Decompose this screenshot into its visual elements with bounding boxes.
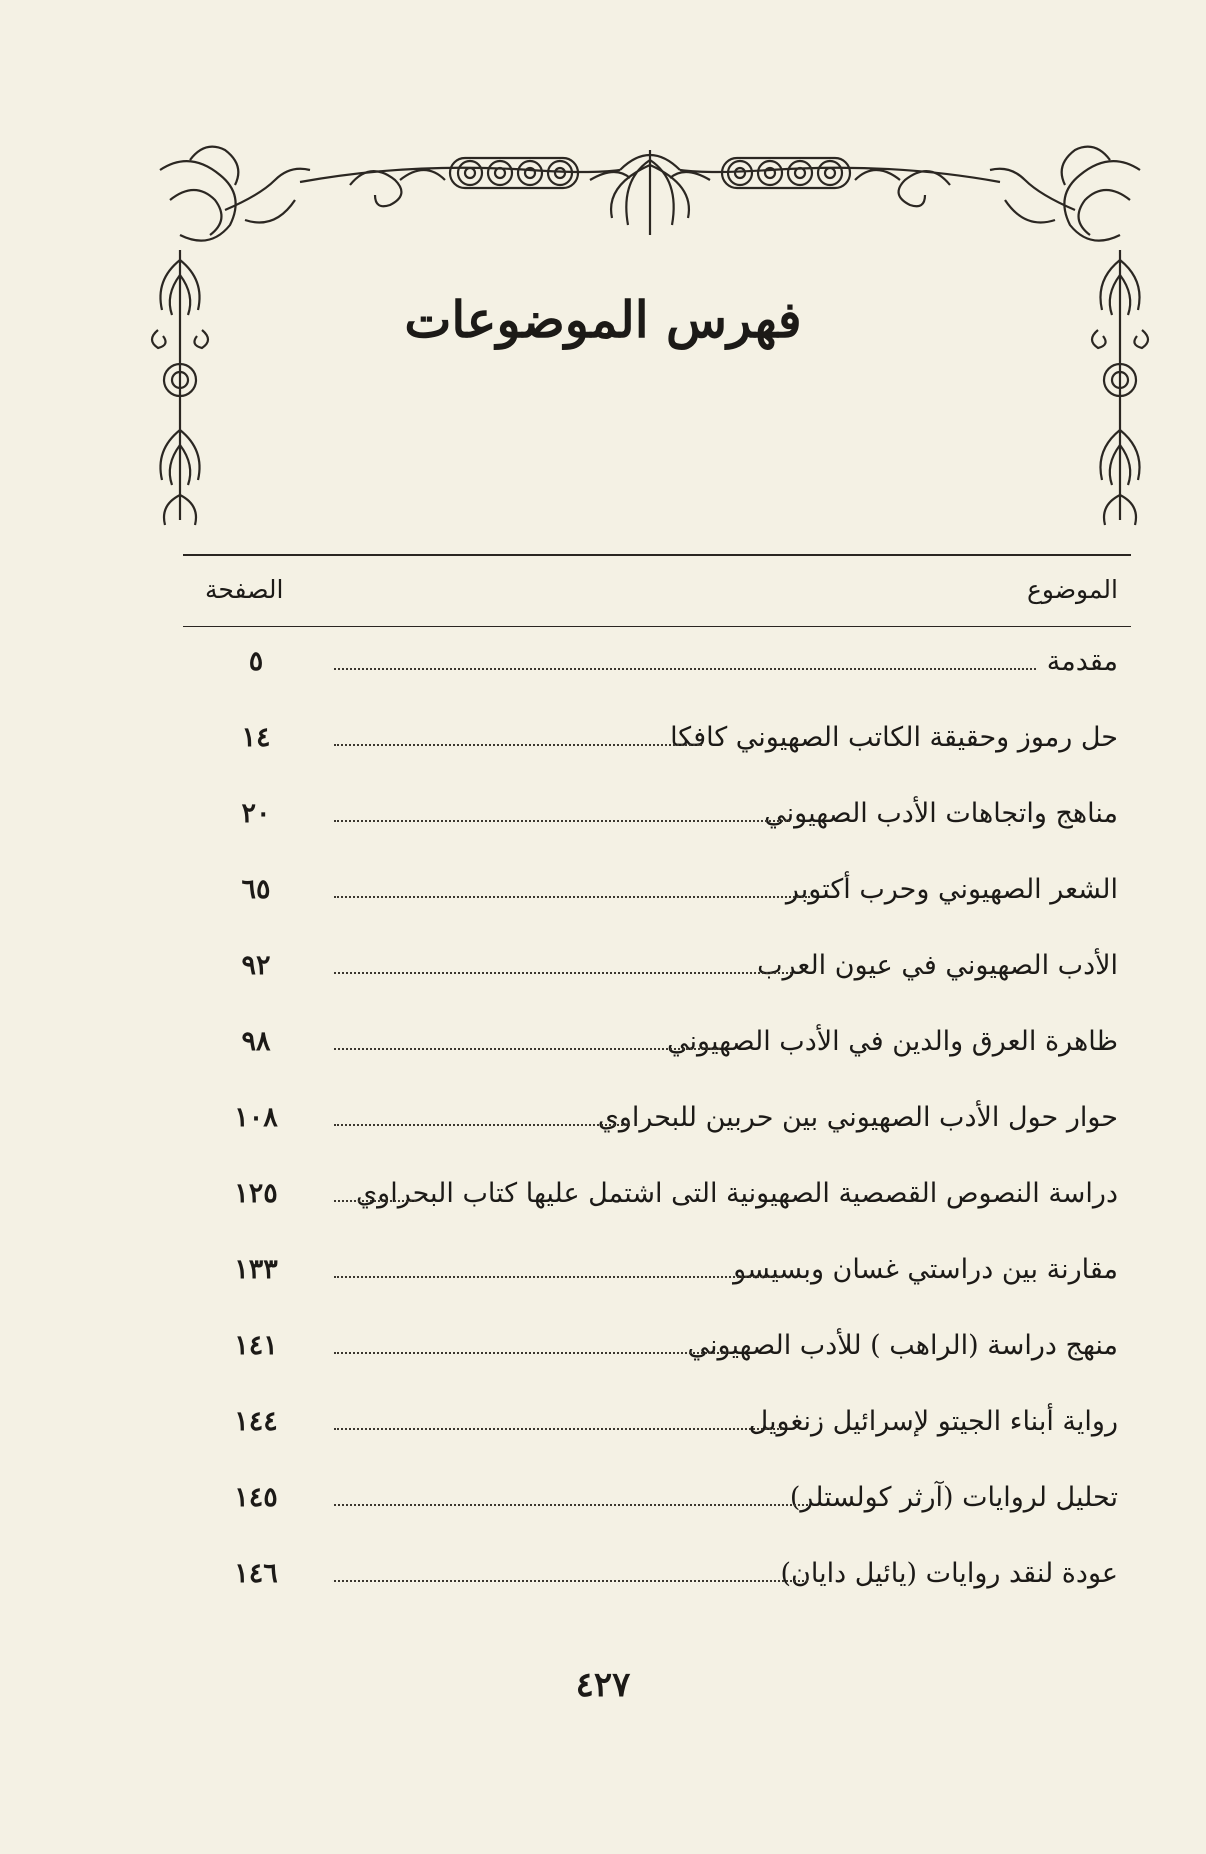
corner-leaf-left [160,147,310,241]
corner-leaf-right [990,147,1140,241]
toc-row [0,714,1206,790]
topic-column-header: الموضوع [1027,575,1118,604]
toc-row [0,1094,1206,1170]
dot-leader [334,1580,808,1582]
page-column-header: الصفحة [205,575,284,604]
central-palmette [590,150,710,235]
toc-row [0,1398,1206,1474]
dot-leader [334,1352,730,1354]
toc-topic: الأدب الصهيوني في عيون العرب [757,950,1118,981]
toc-row [0,942,1206,1018]
toc-page-number: ١٤٥ [234,1482,278,1513]
dot-leader [334,1504,808,1506]
toc-row [0,1474,1206,1550]
toc-topic: تحليل لروايات (آرثر كولستلر) [789,1482,1118,1513]
toc-topic: حل رموز وحقيقة الكاتب الصهيوني كافكا [670,722,1118,753]
toc-topic: رواية أبناء الجيتو لإسرائيل زنغويل [748,1406,1118,1437]
toc-page-number: ١٤٤ [234,1406,278,1437]
toc-row [0,638,1206,714]
toc-page-number: ٦٥ [241,874,271,905]
toc-row [0,1550,1206,1626]
toc-topic: مقارنة بين دراستي غسان وبسيسو [733,1254,1118,1285]
toc-row [0,866,1206,942]
toc-topic: مقدمة [1046,646,1118,677]
dot-leader [334,1428,782,1430]
toc-topic: عودة لنقد روايات (يائيل دايان) [780,1558,1118,1589]
header-rule-top [183,554,1131,556]
toc-topic: منهج دراسة (الراهب ) للأدب الصهيوني [687,1330,1118,1361]
page-title: فهرس الموضوعات [404,290,802,349]
toc-page-number: ١٤ [241,722,271,753]
chain-links-left [450,158,578,188]
toc-row [0,790,1206,866]
chain-links-right [722,158,850,188]
dot-leader [334,896,810,898]
toc-topic: ظاهرة العرق والدين في الأدب الصهيوني [667,1026,1118,1057]
dot-leader [334,1276,782,1278]
header-rule-bottom [183,626,1131,627]
dot-leader [334,1048,720,1050]
page-number-footer: ٤٢٧ [575,1665,631,1705]
toc-page-number: ١٣٣ [234,1254,278,1285]
toc-page-number: ١٠٨ [234,1102,278,1133]
dot-leader [334,668,1036,670]
toc-row [0,1170,1206,1246]
toc-topic: مناهج واتجاهات الأدب الصهيوني [764,798,1118,829]
dot-leader [334,1124,630,1126]
toc-page-number: ١٤٦ [234,1558,278,1589]
dot-leader [334,1200,416,1202]
toc-row [0,1246,1206,1322]
dot-leader [334,972,792,974]
toc-page-number: ٥ [248,646,264,677]
toc-page-number: ٢٠ [241,798,271,829]
dot-leader [334,744,702,746]
toc-topic: دراسة النصوص القصصية الصهيونية التى اشتمل عليها كتاب البحراوي [356,1178,1118,1209]
toc-page-number: ١٤١ [234,1330,278,1361]
dot-leader [334,820,790,822]
toc-row [0,1322,1206,1398]
toc-topic: حوار حول الأدب الصهيوني بين حربين للبحراوي [597,1102,1118,1133]
toc-page-number: ٩٢ [241,950,271,981]
toc-page-number: ٩٨ [241,1026,271,1057]
toc-topic: الشعر الصهيوني وحرب أكتوبر [785,874,1118,905]
table-of-contents [0,638,1206,1626]
toc-page-number: ١٢٥ [234,1178,278,1209]
toc-row [0,1018,1206,1094]
